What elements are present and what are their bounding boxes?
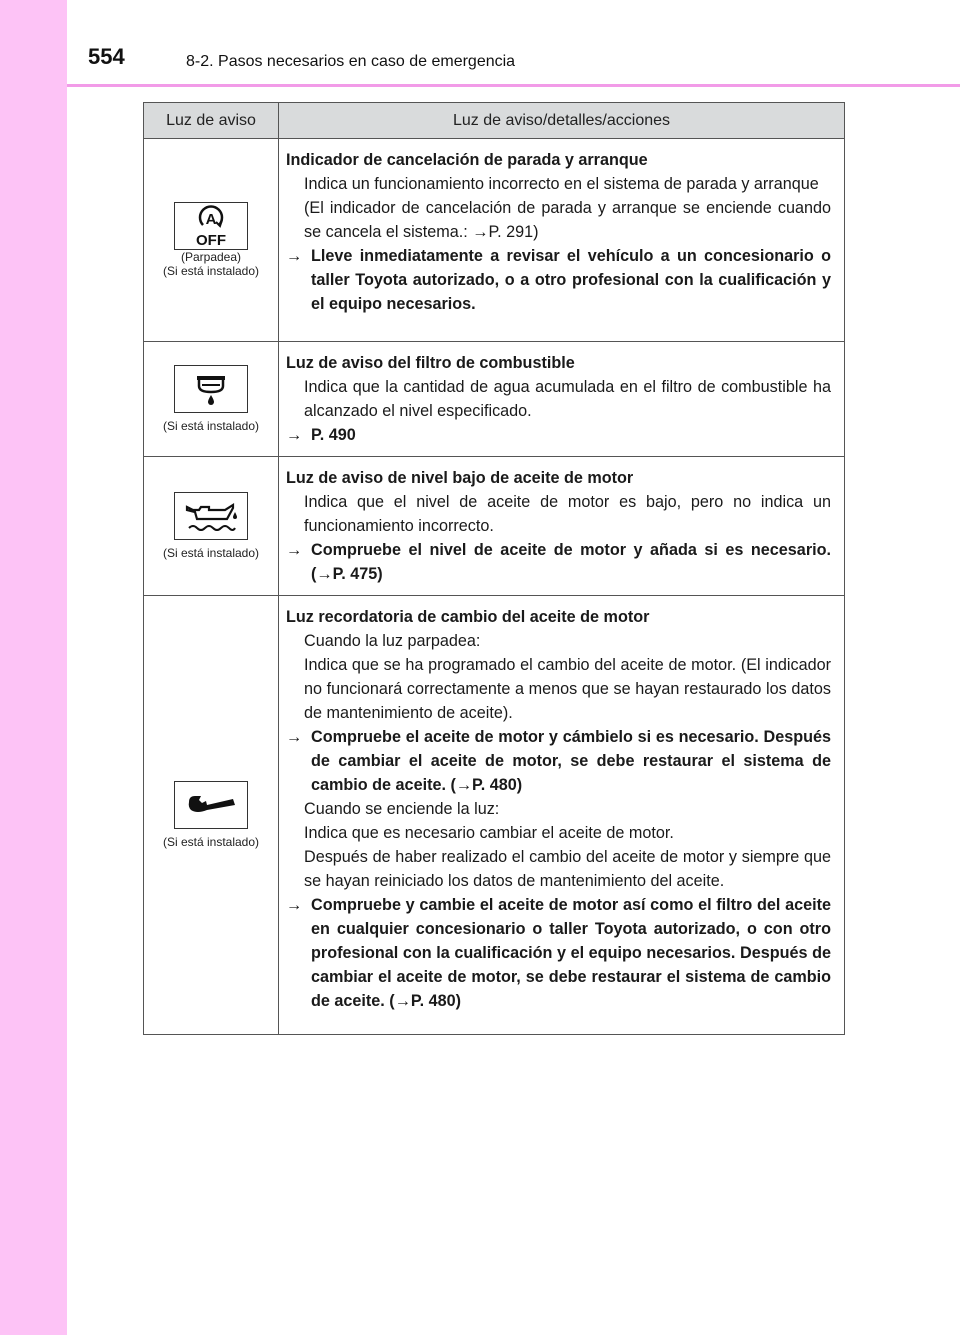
item-description: Después de haber realizado el cambio del aceite de motor y siempre que se hayan reiniciado los datos de mantenimiento del aceite. bbox=[304, 848, 831, 890]
action-instruction: → Lleve inmediatamente a revisar el vehículo a un concesionario o taller Toyota autorizado, o a otro profesional con la cualificación y el equipo necesarios. bbox=[286, 244, 831, 316]
page-reference: P. 291) bbox=[488, 223, 539, 241]
item-description: (El indicador de cancelación de parada y arranque se enciende cuando se cancela el sistema.: →P. 291) bbox=[304, 199, 831, 241]
arrow-right-icon: → bbox=[286, 896, 303, 914]
column-header-warning-light: Luz de aviso bbox=[144, 103, 279, 139]
fuel-filter-icon bbox=[174, 365, 248, 413]
details-cell bbox=[279, 139, 845, 342]
action-instruction bbox=[286, 423, 831, 447]
item-title: Luz recordatoria de cambio del aceite de motor bbox=[286, 608, 650, 626]
arrow-right-icon: → bbox=[286, 728, 303, 746]
column-header-details-actions: Luz de aviso/detalles/acciones bbox=[279, 103, 845, 139]
action-instruction: → Compruebe el nivel de aceite de motor y añada si es necesario. (→P. 475) bbox=[286, 538, 831, 586]
table-row bbox=[144, 457, 845, 596]
side-tab-band bbox=[0, 0, 67, 1335]
section-title: 8-2. Pasos necesarios en caso de emergencia bbox=[186, 53, 516, 70]
arrow-right-icon: → bbox=[286, 541, 303, 559]
icon-cell bbox=[144, 342, 279, 457]
svg-text:A: A bbox=[205, 211, 217, 228]
page-reference: P. 475) bbox=[332, 565, 383, 583]
icon-cell bbox=[144, 596, 279, 1035]
condition-label: Cuando se enciende la luz: bbox=[304, 800, 500, 818]
icon-note: (Si está instalado) bbox=[162, 835, 260, 849]
low-engine-oil-level-icon bbox=[174, 492, 248, 540]
details-cell bbox=[279, 457, 845, 596]
details-cell bbox=[279, 342, 845, 457]
table-row bbox=[144, 139, 845, 342]
action-instruction: → Compruebe el aceite de motor y cámbielo si es necesario. Después de cambiar el aceite de motor, se debe restaurar el sistema de cambio de aceite. (→P. 480) bbox=[286, 725, 831, 797]
item-description: Indica que se ha programado el cambio del aceite de motor. (El indicador no funcionará correctamente a menos que se hayan restaurado los datos de mantenimiento de aceite). bbox=[304, 656, 831, 722]
icon-note: (Parpadea) bbox=[180, 250, 242, 264]
auto-stop-start-off-icon bbox=[174, 202, 248, 250]
header-rule bbox=[67, 84, 960, 87]
page-reference: P. 490 bbox=[311, 426, 356, 444]
icon-cell bbox=[144, 457, 279, 596]
arrow-right-icon: → bbox=[286, 426, 303, 444]
table-row bbox=[144, 596, 845, 1035]
item-description: Indica que la cantidad de agua acumulada en el filtro de combustible ha alcanzado el nivel especificado. bbox=[304, 378, 831, 420]
item-title: Luz de aviso del filtro de combustible bbox=[286, 354, 575, 372]
action-instruction: → Compruebe y cambie el aceite de motor así como el filtro del aceite en cualquier concesionario o taller Toyota autorizado, o con otro profesional con la cualificación y el equipo necesarios. Después de cambiar el aceite de motor, se debe restaurar el sistema de cambio de aceite. (→P. 480) bbox=[286, 893, 831, 1013]
page-reference: P. 480) bbox=[472, 776, 523, 794]
page-reference: P. 480) bbox=[410, 992, 461, 1010]
arrow-right-icon: → bbox=[286, 247, 303, 265]
icon-cell bbox=[144, 139, 279, 342]
item-description: Indica que el nivel de aceite de motor es bajo, pero no indica un funcionamiento incorrecto. bbox=[304, 493, 831, 535]
item-title: Luz de aviso de nivel bajo de aceite de motor bbox=[286, 469, 634, 487]
svg-text:OFF: OFF bbox=[196, 232, 226, 249]
oil-maintenance-wrench-icon bbox=[174, 781, 248, 829]
item-title: Indicador de cancelación de parada y arranque bbox=[286, 151, 648, 169]
page-number: 554 bbox=[88, 44, 125, 69]
table-row bbox=[144, 342, 845, 457]
warning-lights-table bbox=[143, 102, 845, 1035]
item-description: Indica un funcionamiento incorrecto en el sistema de parada y arranque bbox=[304, 175, 819, 193]
item-description: Indica que es necesario cambiar el aceite de motor. bbox=[304, 824, 674, 842]
details-cell bbox=[279, 596, 845, 1035]
condition-label: Cuando la luz parpadea: bbox=[304, 632, 481, 650]
icon-note: (Si está instalado) bbox=[162, 419, 260, 433]
icon-note: (Si está instalado) bbox=[162, 264, 260, 278]
table-header-row bbox=[144, 103, 845, 139]
icon-note: (Si está instalado) bbox=[162, 546, 260, 560]
